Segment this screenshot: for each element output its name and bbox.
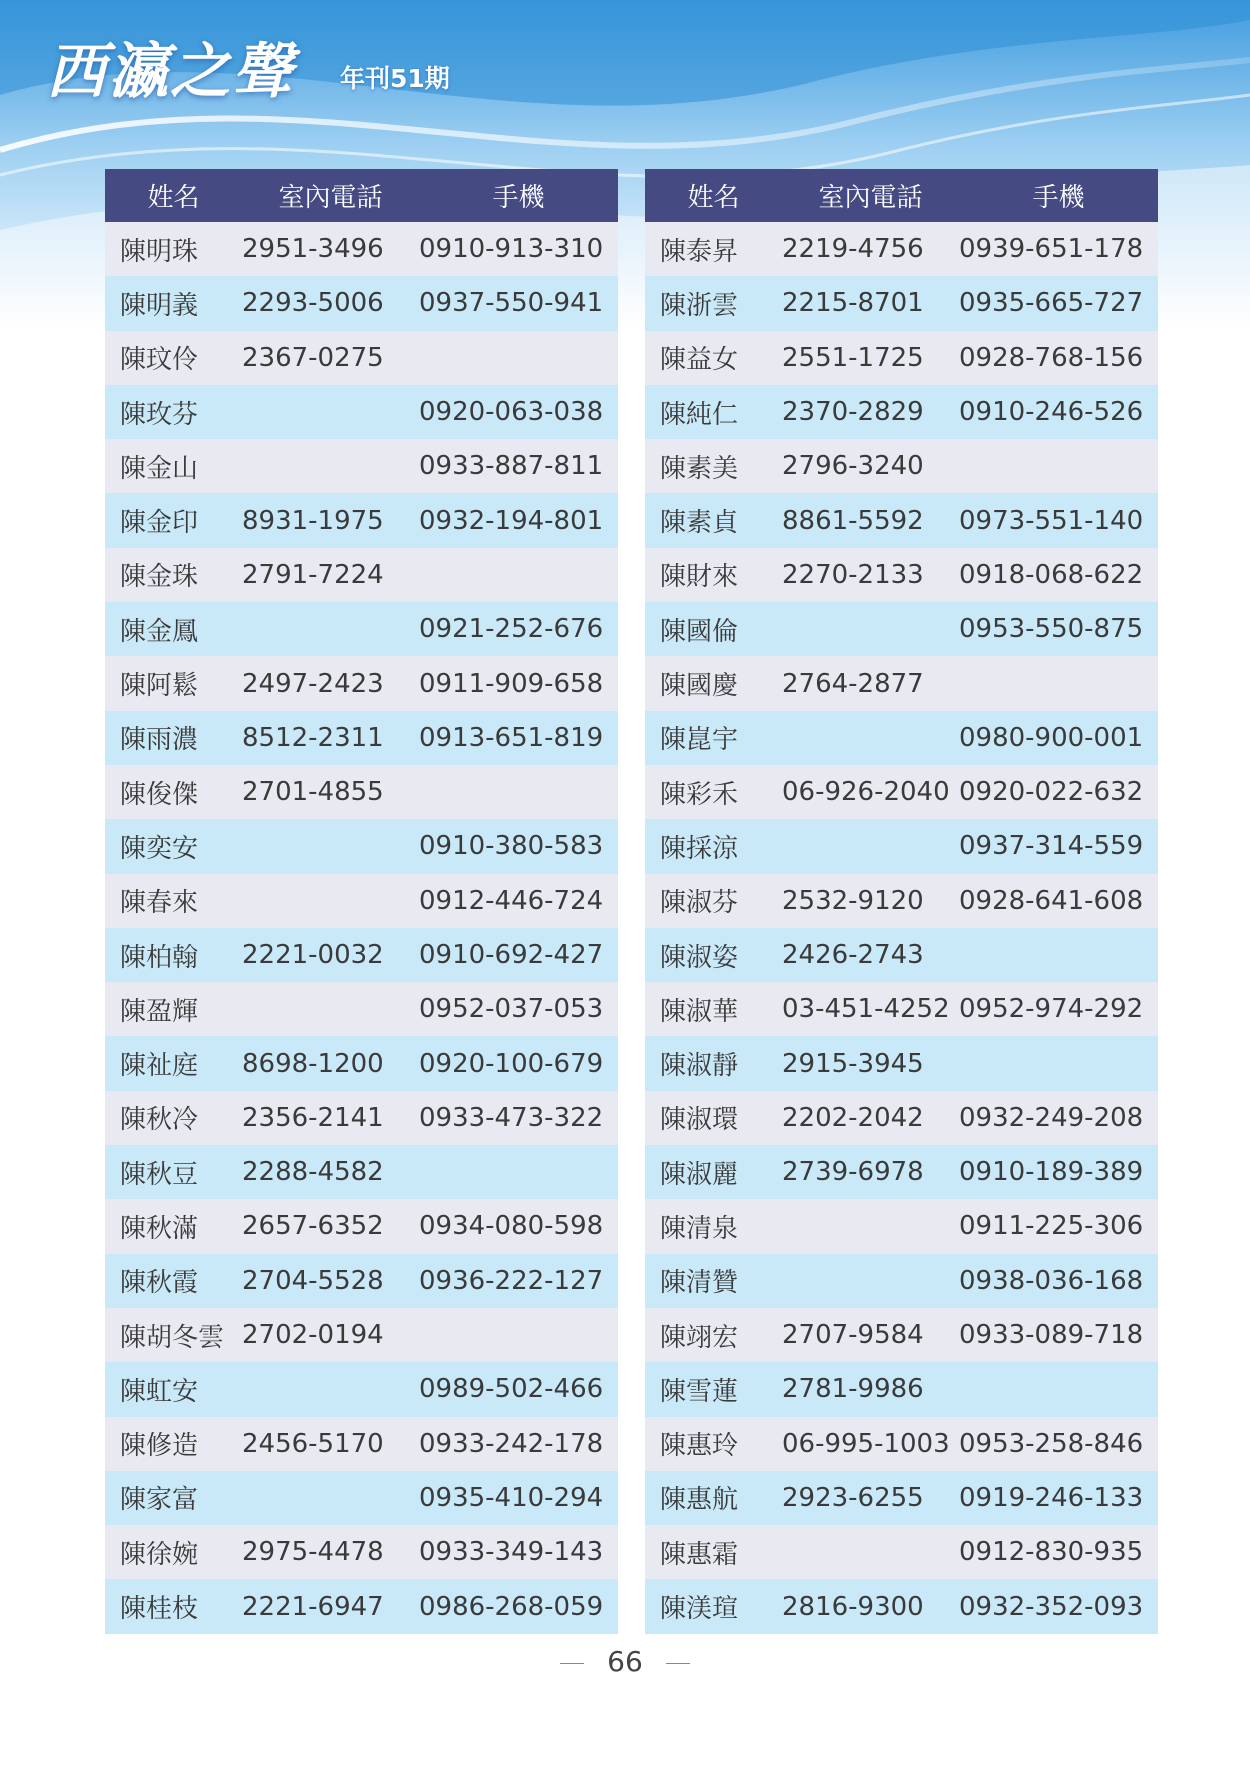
cell-name: 陳純仁 xyxy=(645,385,782,439)
cell-phone xyxy=(242,819,419,873)
table-row xyxy=(105,1036,618,1090)
cell-mobile xyxy=(959,1362,1158,1416)
cell-phone: 2915-3945 xyxy=(782,1036,959,1090)
cell-phone: 2356-2141 xyxy=(242,1091,419,1145)
cell-mobile: 0933-089-718 xyxy=(959,1308,1158,1362)
table-row xyxy=(645,1417,1158,1471)
cell-mobile: 0933-349-143 xyxy=(419,1525,618,1579)
table-row xyxy=(105,1579,618,1633)
cell-mobile: 0910-246-526 xyxy=(959,385,1158,439)
column-header-phone: 室內電話 xyxy=(242,169,419,222)
cell-phone: 2551-1725 xyxy=(782,331,959,385)
cell-name: 陳淑芬 xyxy=(645,874,782,928)
cell-phone: 2796-3240 xyxy=(782,439,959,493)
table-row xyxy=(105,765,618,819)
cell-name: 陳採涼 xyxy=(645,819,782,873)
table-row xyxy=(105,548,618,602)
cell-phone: 2951-3496 xyxy=(242,222,419,276)
cell-name: 陳秋霞 xyxy=(105,1254,242,1308)
table-row xyxy=(105,1308,618,1362)
cell-mobile: 0952-037-053 xyxy=(419,982,618,1036)
column-header-name: 姓名 xyxy=(645,169,782,222)
cell-mobile xyxy=(959,439,1158,493)
cell-mobile: 0973-551-140 xyxy=(959,493,1158,547)
cell-phone: 2791-7224 xyxy=(242,548,419,602)
cell-name: 陳渼瑄 xyxy=(645,1579,782,1633)
cell-mobile: 0935-665-727 xyxy=(959,276,1158,330)
cell-phone: 2370-2829 xyxy=(782,385,959,439)
cell-phone xyxy=(782,819,959,873)
cell-mobile: 0935-410-294 xyxy=(419,1471,618,1525)
cell-name: 陳淑華 xyxy=(645,982,782,1036)
cell-phone: 2532-9120 xyxy=(782,874,959,928)
table-row xyxy=(645,1579,1158,1633)
cell-name: 陳春來 xyxy=(105,874,242,928)
cell-name: 陳徐婉 xyxy=(105,1525,242,1579)
cell-name: 陳虹安 xyxy=(105,1362,242,1416)
cell-mobile: 0913-651-819 xyxy=(419,711,618,765)
column-header-mobile: 手機 xyxy=(959,169,1158,222)
page-footer xyxy=(0,1642,1250,1682)
cell-name: 陳益女 xyxy=(645,331,782,385)
cell-phone xyxy=(242,1362,419,1416)
table-header-row xyxy=(645,169,1158,222)
cell-mobile: 0928-768-156 xyxy=(959,331,1158,385)
table-row xyxy=(645,711,1158,765)
magazine-logo: 西瀛之聲 xyxy=(46,37,294,107)
table-row xyxy=(645,1199,1158,1253)
cell-mobile: 0937-550-941 xyxy=(419,276,618,330)
cell-phone: 2657-6352 xyxy=(242,1199,419,1253)
cell-mobile: 0918-068-622 xyxy=(959,548,1158,602)
cell-name: 陳國慶 xyxy=(645,656,782,710)
cell-phone: 2497-2423 xyxy=(242,656,419,710)
table-row xyxy=(645,602,1158,656)
cell-name: 陳祉庭 xyxy=(105,1036,242,1090)
cell-mobile: 0938-036-168 xyxy=(959,1254,1158,1308)
cell-name: 陳桂枝 xyxy=(105,1579,242,1633)
table-row xyxy=(105,1417,618,1471)
cell-name: 陳家富 xyxy=(105,1471,242,1525)
cell-mobile: 0912-830-935 xyxy=(959,1525,1158,1579)
cell-mobile: 0934-080-598 xyxy=(419,1199,618,1253)
cell-mobile: 0911-225-306 xyxy=(959,1199,1158,1253)
cell-phone: 2704-5528 xyxy=(242,1254,419,1308)
cell-phone: 2923-6255 xyxy=(782,1471,959,1525)
issue-label: 年刊51期 xyxy=(340,64,450,93)
cell-mobile: 0953-550-875 xyxy=(959,602,1158,656)
cell-mobile: 0910-692-427 xyxy=(419,928,618,982)
cell-name: 陳玟伶 xyxy=(105,331,242,385)
cell-phone xyxy=(782,711,959,765)
column-header-phone: 室內電話 xyxy=(782,169,959,222)
table-row xyxy=(105,711,618,765)
cell-phone: 2975-4478 xyxy=(242,1525,419,1579)
cell-name: 陳惠航 xyxy=(645,1471,782,1525)
column-header-name: 姓名 xyxy=(105,169,242,222)
cell-mobile: 0933-473-322 xyxy=(419,1091,618,1145)
cell-mobile: 0928-641-608 xyxy=(959,874,1158,928)
table-row xyxy=(645,1525,1158,1579)
cell-phone: 2270-2133 xyxy=(782,548,959,602)
table-row xyxy=(105,439,618,493)
cell-phone xyxy=(242,439,419,493)
cell-mobile xyxy=(959,928,1158,982)
table-row xyxy=(105,1362,618,1416)
table-row xyxy=(105,819,618,873)
table-row xyxy=(645,819,1158,873)
table-row xyxy=(645,276,1158,330)
cell-name: 陳彩禾 xyxy=(645,765,782,819)
directory-table-right xyxy=(645,169,1158,1634)
cell-phone xyxy=(782,602,959,656)
cell-name: 陳金山 xyxy=(105,439,242,493)
cell-phone xyxy=(242,874,419,928)
cell-mobile: 0911-909-658 xyxy=(419,656,618,710)
table-row xyxy=(645,493,1158,547)
cell-phone: 2764-2877 xyxy=(782,656,959,710)
cell-mobile: 0952-974-292 xyxy=(959,982,1158,1036)
cell-mobile xyxy=(419,331,618,385)
cell-name: 陳盈輝 xyxy=(105,982,242,1036)
cell-mobile xyxy=(959,1036,1158,1090)
cell-name: 陳惠霜 xyxy=(645,1525,782,1579)
cell-name: 陳浙雲 xyxy=(645,276,782,330)
cell-phone: 2367-0275 xyxy=(242,331,419,385)
cell-phone: 06-926-2040 xyxy=(782,765,959,819)
cell-name: 陳雨濃 xyxy=(105,711,242,765)
cell-mobile: 0920-022-632 xyxy=(959,765,1158,819)
cell-name: 陳清泉 xyxy=(645,1199,782,1253)
cell-name: 陳明義 xyxy=(105,276,242,330)
cell-phone: 03-451-4252 xyxy=(782,982,959,1036)
footer-dash-right xyxy=(666,1663,690,1664)
table-row xyxy=(645,928,1158,982)
cell-name: 陳清贊 xyxy=(645,1254,782,1308)
cell-mobile xyxy=(419,548,618,602)
cell-phone: 2288-4582 xyxy=(242,1145,419,1199)
cell-mobile: 0921-252-676 xyxy=(419,602,618,656)
cell-mobile: 0912-446-724 xyxy=(419,874,618,928)
table-row xyxy=(645,1471,1158,1525)
cell-phone: 2739-6978 xyxy=(782,1145,959,1199)
cell-name: 陳惠玲 xyxy=(645,1417,782,1471)
cell-mobile: 0932-352-093 xyxy=(959,1579,1158,1633)
page-number: 66 xyxy=(607,1645,643,1678)
cell-mobile: 0910-189-389 xyxy=(959,1145,1158,1199)
cell-name: 陳金珠 xyxy=(105,548,242,602)
table-row xyxy=(105,222,618,276)
cell-name: 陳奕安 xyxy=(105,819,242,873)
cell-mobile: 0936-222-127 xyxy=(419,1254,618,1308)
table-row xyxy=(105,493,618,547)
cell-name: 陳胡冬雲 xyxy=(105,1308,242,1362)
cell-mobile xyxy=(959,656,1158,710)
cell-mobile: 0933-242-178 xyxy=(419,1417,618,1471)
table-row xyxy=(645,1145,1158,1199)
table-row xyxy=(645,439,1158,493)
cell-phone xyxy=(782,1254,959,1308)
cell-name: 陳阿鬆 xyxy=(105,656,242,710)
cell-mobile: 0910-913-310 xyxy=(419,222,618,276)
cell-name: 陳翊宏 xyxy=(645,1308,782,1362)
cell-mobile: 0932-194-801 xyxy=(419,493,618,547)
cell-name: 陳淑麗 xyxy=(645,1145,782,1199)
cell-phone xyxy=(782,1525,959,1579)
table-row xyxy=(645,874,1158,928)
footer-dash-left xyxy=(560,1663,584,1664)
cell-name: 陳崑宇 xyxy=(645,711,782,765)
cell-name: 陳素貞 xyxy=(645,493,782,547)
cell-mobile: 0986-268-059 xyxy=(419,1579,618,1633)
column-header-mobile: 手機 xyxy=(419,169,618,222)
cell-name: 陳柏翰 xyxy=(105,928,242,982)
cell-name: 陳雪蓮 xyxy=(645,1362,782,1416)
cell-phone xyxy=(242,982,419,1036)
cell-name: 陳秋滿 xyxy=(105,1199,242,1253)
cell-phone: 8861-5592 xyxy=(782,493,959,547)
cell-name: 陳秋冷 xyxy=(105,1091,242,1145)
cell-phone: 2701-4855 xyxy=(242,765,419,819)
cell-mobile: 0919-246-133 xyxy=(959,1471,1158,1525)
table-row xyxy=(645,331,1158,385)
cell-phone: 8512-2311 xyxy=(242,711,419,765)
cell-name: 陳淑靜 xyxy=(645,1036,782,1090)
table-row xyxy=(645,385,1158,439)
cell-phone: 8698-1200 xyxy=(242,1036,419,1090)
table-row xyxy=(645,1362,1158,1416)
cell-phone: 2221-6947 xyxy=(242,1579,419,1633)
table-row xyxy=(105,874,618,928)
cell-phone: 2215-8701 xyxy=(782,276,959,330)
cell-mobile xyxy=(419,765,618,819)
cell-phone: 2293-5006 xyxy=(242,276,419,330)
cell-name: 陳修造 xyxy=(105,1417,242,1471)
cell-name: 陳財來 xyxy=(645,548,782,602)
directory-rows-left xyxy=(105,222,618,1634)
table-row xyxy=(645,1036,1158,1090)
cell-phone: 2202-2042 xyxy=(782,1091,959,1145)
cell-name: 陳金印 xyxy=(105,493,242,547)
table-row xyxy=(105,331,618,385)
cell-phone: 2456-5170 xyxy=(242,1417,419,1471)
table-row xyxy=(105,1254,618,1308)
table-row xyxy=(105,928,618,982)
table-row xyxy=(105,276,618,330)
cell-name: 陳泰昇 xyxy=(645,222,782,276)
cell-phone: 2426-2743 xyxy=(782,928,959,982)
cell-mobile xyxy=(419,1145,618,1199)
cell-mobile: 0980-900-001 xyxy=(959,711,1158,765)
table-row xyxy=(645,222,1158,276)
table-row xyxy=(105,1145,618,1199)
cell-phone xyxy=(782,1199,959,1253)
cell-name: 陳玫芬 xyxy=(105,385,242,439)
table-row xyxy=(105,982,618,1036)
cell-phone xyxy=(242,1471,419,1525)
table-header-row xyxy=(105,169,618,222)
table-row xyxy=(645,765,1158,819)
cell-name: 陳素美 xyxy=(645,439,782,493)
table-row xyxy=(645,1308,1158,1362)
cell-name: 陳秋豆 xyxy=(105,1145,242,1199)
cell-mobile: 0953-258-846 xyxy=(959,1417,1158,1471)
table-row xyxy=(645,1254,1158,1308)
cell-name: 陳淑環 xyxy=(645,1091,782,1145)
cell-name: 陳國倫 xyxy=(645,602,782,656)
cell-phone: 2219-4756 xyxy=(782,222,959,276)
cell-mobile xyxy=(419,1308,618,1362)
cell-phone: 2781-9986 xyxy=(782,1362,959,1416)
table-row xyxy=(645,548,1158,602)
cell-phone xyxy=(242,602,419,656)
cell-name: 陳金鳳 xyxy=(105,602,242,656)
cell-name: 陳俊傑 xyxy=(105,765,242,819)
cell-mobile: 0939-651-178 xyxy=(959,222,1158,276)
table-row xyxy=(105,1199,618,1253)
directory-table-left xyxy=(105,169,618,1634)
cell-mobile: 0937-314-559 xyxy=(959,819,1158,873)
cell-mobile: 0920-100-679 xyxy=(419,1036,618,1090)
table-row xyxy=(105,602,618,656)
cell-mobile: 0932-249-208 xyxy=(959,1091,1158,1145)
cell-phone xyxy=(242,385,419,439)
cell-mobile: 0910-380-583 xyxy=(419,819,618,873)
table-row xyxy=(645,1091,1158,1145)
table-row xyxy=(645,982,1158,1036)
cell-mobile: 0933-887-811 xyxy=(419,439,618,493)
cell-phone: 2221-0032 xyxy=(242,928,419,982)
cell-mobile: 0989-502-466 xyxy=(419,1362,618,1416)
table-row xyxy=(105,385,618,439)
cell-phone: 2816-9300 xyxy=(782,1579,959,1633)
cell-phone: 2707-9584 xyxy=(782,1308,959,1362)
table-row xyxy=(105,656,618,710)
cell-name: 陳淑姿 xyxy=(645,928,782,982)
cell-name: 陳明珠 xyxy=(105,222,242,276)
table-row xyxy=(105,1471,618,1525)
cell-phone: 8931-1975 xyxy=(242,493,419,547)
cell-phone: 2702-0194 xyxy=(242,1308,419,1362)
cell-mobile: 0920-063-038 xyxy=(419,385,618,439)
table-row xyxy=(105,1525,618,1579)
table-row xyxy=(105,1091,618,1145)
cell-phone: 06-995-1003 xyxy=(782,1417,959,1471)
directory-rows-right xyxy=(645,222,1158,1634)
table-row xyxy=(645,656,1158,710)
